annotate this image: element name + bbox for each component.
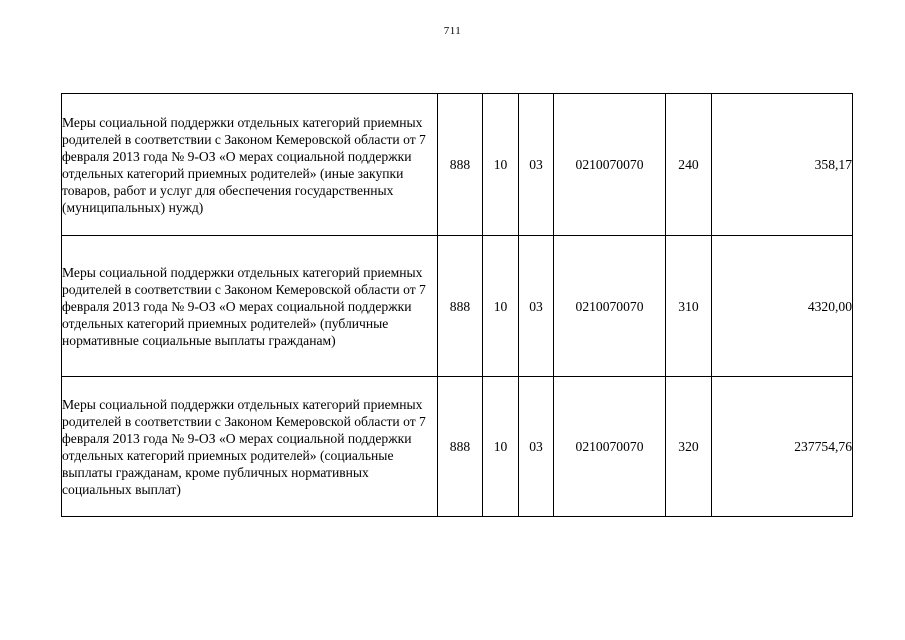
table-row [62,377,853,517]
ministry-code: 888 [438,236,483,377]
expense-type-code: 320 [666,377,712,517]
budget-table [61,93,853,517]
section-code: 10 [483,377,519,517]
subsection-code: 03 [519,377,554,517]
row-description: Меры социальной поддержки отдельных категорий приемных родителей в соответствии с Законом Кемеровской области от 7 февраля 2013 года № 9-ОЗ «О мерах социальной поддержки отдельных категорий приемных родителей» (публичные нормативные социальные выплаты гражданам) [62,236,438,377]
target-article-code: 0210070070 [554,94,666,236]
section-code: 10 [483,236,519,377]
page-number: 711 [443,25,462,37]
expense-type-code: 240 [666,94,712,236]
amount: 237754,76 [712,377,853,517]
section-code: 10 [483,94,519,236]
subsection-code: 03 [519,94,554,236]
target-article-code: 0210070070 [554,377,666,517]
row-description: Меры социальной поддержки отдельных категорий приемных родителей в соответствии с Законом Кемеровской области от 7 февраля 2013 года № 9-ОЗ «О мерах социальной поддержки отдельных категорий приемных родителей» (социальные выплаты гражданам, кроме публичных нормативных социальных выплат) [62,377,438,517]
expense-type-code: 310 [666,236,712,377]
amount: 4320,00 [712,236,853,377]
ministry-code: 888 [438,94,483,236]
table-row [62,94,853,236]
target-article-code: 0210070070 [554,236,666,377]
table-row [62,236,853,377]
ministry-code: 888 [438,377,483,517]
row-description: Меры социальной поддержки отдельных категорий приемных родителей в соответствии с Законом Кемеровской области от 7 февраля 2013 года № 9-ОЗ «О мерах социальной поддержки отдельных категорий приемных родителей» (иные закупки товаров, работ и услуг для обеспечения государственных (муниципальных) нужд) [62,94,438,236]
subsection-code: 03 [519,236,554,377]
amount: 358,17 [712,94,853,236]
